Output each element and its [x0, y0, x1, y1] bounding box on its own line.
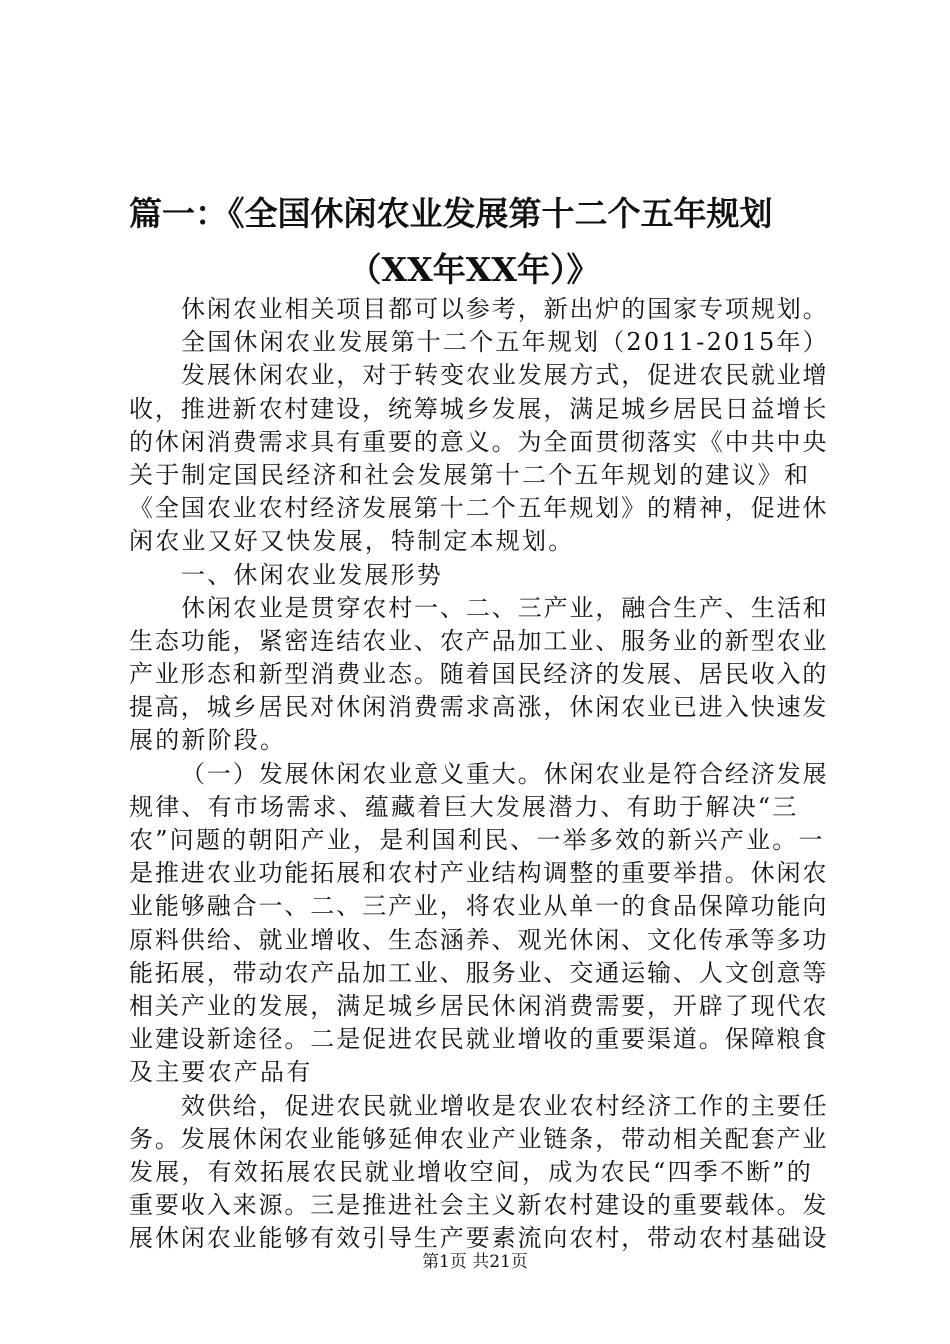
body-line: 一、休闲农业发展形势	[181, 560, 443, 589]
body-line: 关于制定国民经济和社会发展第十二个五年规划的建议》和	[129, 460, 811, 489]
body-line: 发展休闲农业，对于转变农业发展方式，促进农民就业增	[181, 361, 829, 390]
body-line: 展的新阶段。	[129, 726, 287, 755]
page-footer: 第1页 共21页	[422, 1252, 528, 1272]
body-line: 展休闲农业能够有效引导生产要素流向农村，带动农村基础设	[129, 1224, 829, 1253]
body-line: 生态功能，紧密连结农业、农产品加工业、服务业的新型农业	[129, 626, 829, 655]
body-line: 提高，城乡居民对休闲消费需求高涨，休闲农业已进入快速发	[129, 693, 829, 722]
body-line: 收，推进新农村建设，统筹城乡发展，满足城乡居民日益增长	[129, 394, 829, 423]
body-line: 相关产业的发展，满足城乡居民休闲消费需要，开辟了现代农	[129, 991, 829, 1020]
body-line: 产业形态和新型消费业态。随着国民经济的发展、居民收入的	[129, 660, 829, 689]
body-line: （一）发展休闲农业意义重大。休闲农业是符合经济发展	[181, 759, 829, 788]
body-line: 务。发展休闲农业能够延伸农业产业链条，带动相关配套产业	[129, 1124, 829, 1153]
body-line: 全国休闲农业发展第十二个五年规划（2011-2015年）	[181, 328, 829, 357]
body-line: 休闲农业是贯穿农村一、二、三产业，融合生产、生活和	[181, 593, 829, 622]
body-line: 的休闲消费需求具有重要的意义。为全面贯彻落实《中共中央	[129, 427, 829, 456]
document-body	[129, 293, 829, 1255]
body-line: 及主要农产品有	[129, 1058, 313, 1087]
body-line: 是推进农业功能拓展和农村产业结构调整的重要举措。休闲农	[129, 859, 829, 888]
body-line: 闲农业又好又快发展，特制定本规划。	[129, 527, 575, 556]
body-line: 效供给，促进农民就业增收是农业农村经济工作的主要任	[181, 1091, 829, 1120]
body-line: 规律、有市场需求、蕴藏着巨大发展潜力、有助于解决“三	[129, 792, 799, 821]
body-line: 原料供给、就业增收、生态涵养、观光休闲、文化传承等多功	[129, 925, 829, 954]
body-line: 能拓展，带动农产品加工业、服务业、交通运输、人文创意等	[129, 958, 829, 987]
body-line: 业建设新途径。二是促进农民就业增收的重要渠道。保障粮食	[129, 1025, 829, 1054]
body-line: 重要收入来源。三是推进社会主义新农村建设的重要载体。发	[129, 1191, 829, 1220]
document-title-line-2: （XX年XX年）》	[348, 250, 600, 289]
document-title-line-1: 篇一：《全国休闲农业发展第十二个五年规划	[129, 194, 773, 233]
body-line: 发展，有效拓展农民就业增收空间，成为农民“四季不断”的	[129, 1157, 813, 1186]
body-line: 《全国农业农村经济发展第十二个五年规划》的精神，促进休	[129, 494, 829, 523]
body-line: 业能够融合一、二、三产业，将农业从单一的食品保障功能向	[129, 892, 829, 921]
body-line: 休闲农业相关项目都可以参考，新出炉的国家专项规划。	[181, 295, 829, 323]
body-line: 农”问题的朝阳产业，是利国利民、一举多效的新兴产业。一	[129, 826, 825, 854]
